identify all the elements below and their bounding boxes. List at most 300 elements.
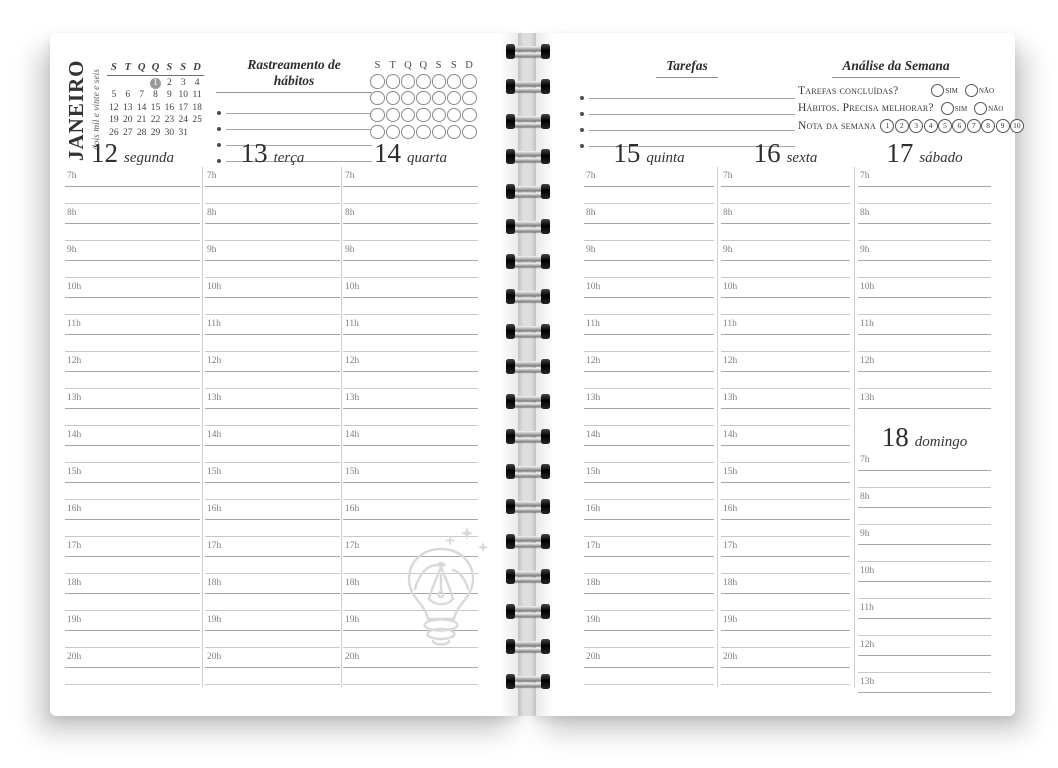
hour-label: 15h <box>586 467 601 477</box>
hour-rule <box>858 655 991 656</box>
hour-label: 13h <box>207 393 222 403</box>
hour-rule <box>584 334 714 335</box>
ring-cap <box>541 254 550 269</box>
column-divider <box>717 167 718 687</box>
hour-label: 8h <box>207 208 217 218</box>
left-day-grid <box>65 139 478 691</box>
analysis-question-label: Hábitos. Precisa melhorar? <box>798 102 934 115</box>
half-hour-rule <box>205 499 340 500</box>
hour-rule <box>721 667 850 668</box>
hour-rule <box>343 556 478 557</box>
rating-circle[interactable]: 1 <box>880 119 894 133</box>
hour-rule <box>858 470 991 471</box>
ruled-line <box>226 114 372 130</box>
half-hour-rule <box>343 684 478 685</box>
day-hours <box>858 170 991 414</box>
ring-wire <box>511 501 545 506</box>
option-checkbox-circle[interactable] <box>974 102 987 115</box>
day-number: 16 <box>753 138 781 168</box>
ring-wire <box>511 123 545 128</box>
habit-checkbox-circle[interactable] <box>416 74 431 89</box>
hour-label: 8h <box>860 208 870 218</box>
ring-cap <box>541 569 550 584</box>
habit-checkbox-circle[interactable] <box>447 108 462 123</box>
ring-cap <box>506 639 515 654</box>
calendar-weekday-label: Q <box>137 62 146 73</box>
habit-checkbox-circle[interactable] <box>416 125 431 140</box>
day-column-monday <box>65 139 200 688</box>
hour-rule <box>721 371 850 372</box>
hour-rule <box>858 223 991 224</box>
rating-circle[interactable]: 6 <box>952 119 966 133</box>
rating-circle[interactable]: 5 <box>938 119 952 133</box>
habit-checkbox-circle[interactable] <box>432 108 447 123</box>
half-hour-rule <box>65 647 200 648</box>
hour-rule <box>205 371 340 372</box>
hour-rule <box>65 223 200 224</box>
option-label: não <box>988 102 1004 114</box>
habit-checkbox-circle[interactable] <box>416 91 431 106</box>
ring-wire <box>511 361 545 366</box>
hour-rule <box>343 223 478 224</box>
half-hour-rule <box>343 610 478 611</box>
calendar-day-cell <box>190 128 204 139</box>
hour-rule <box>721 334 850 335</box>
option-checkbox-circle[interactable] <box>965 84 978 97</box>
calendar-day-cell: 22 <box>150 115 161 126</box>
half-hour-rule <box>858 561 991 562</box>
hour-row <box>343 355 478 392</box>
wire-binding <box>506 0 550 768</box>
ring-cap <box>506 534 515 549</box>
hour-label: 10h <box>67 282 82 292</box>
ring-cap <box>541 604 550 619</box>
half-hour-rule <box>343 314 478 315</box>
hour-label: 12h <box>345 356 360 366</box>
ring-wire <box>511 508 545 513</box>
hour-row <box>584 355 714 392</box>
binding-ring <box>506 429 550 444</box>
hour-rule <box>65 556 200 557</box>
binding-ring <box>506 114 550 129</box>
hour-label: 20h <box>207 652 222 662</box>
hour-row <box>205 207 340 244</box>
calendar-weekday-label: S <box>111 62 117 73</box>
half-hour-rule <box>584 388 714 389</box>
hour-rule <box>858 260 991 261</box>
day-number: 12 <box>91 138 118 168</box>
habit-checkbox-circle[interactable] <box>401 108 416 123</box>
half-hour-rule <box>584 240 714 241</box>
hour-row <box>205 577 340 614</box>
hour-rule <box>858 408 991 409</box>
half-hour-rule <box>584 277 714 278</box>
half-hour-rule <box>343 240 478 241</box>
hour-label: 14h <box>207 430 222 440</box>
half-hour-rule <box>584 536 714 537</box>
ring-cap <box>506 219 515 234</box>
habit-circle-row <box>370 91 477 106</box>
binding-ring <box>506 219 550 234</box>
hour-row <box>65 540 200 577</box>
calendar-day-cell: 17 <box>178 102 188 113</box>
half-hour-rule <box>205 277 340 278</box>
hour-row <box>721 540 850 577</box>
calendar-day-cell: 28 <box>136 127 147 138</box>
ring-wire <box>511 578 545 583</box>
half-hour-rule <box>205 314 340 315</box>
half-hour-rule <box>858 240 991 241</box>
hour-rule <box>343 334 478 335</box>
calendar-day-cell: 2 <box>166 77 172 88</box>
calendar-day-cell: 4 <box>194 77 200 88</box>
binding-ring <box>506 604 550 619</box>
calendar-day-cell: 29 <box>150 127 161 138</box>
day-header <box>584 139 714 169</box>
half-hour-rule <box>65 314 200 315</box>
hour-row <box>858 528 991 565</box>
hour-label: 7h <box>345 171 355 181</box>
habit-checkbox-circle[interactable] <box>401 125 416 140</box>
day-column-wednesday <box>343 139 478 688</box>
hour-rule <box>721 223 850 224</box>
ring-cap <box>541 79 550 94</box>
calendar-week-row <box>107 103 204 114</box>
ring-cap <box>506 254 515 269</box>
habit-checkbox-circle[interactable] <box>386 108 401 123</box>
hour-label: 11h <box>67 319 81 329</box>
calendar-day-cell: 13 <box>123 102 133 113</box>
week-analysis-title-wrap <box>798 57 994 78</box>
ring-wire <box>511 368 545 373</box>
hour-label: 7h <box>586 171 596 181</box>
mini-calendar <box>107 62 204 139</box>
habit-checkbox-circle[interactable] <box>370 125 385 140</box>
ring-cap <box>541 149 550 164</box>
hour-label: 14h <box>586 430 601 440</box>
right-day-grid <box>584 139 991 691</box>
hour-row <box>858 170 991 207</box>
hour-row <box>721 651 850 688</box>
day-column-saturday-sunday <box>858 139 991 698</box>
hour-rule <box>205 297 340 298</box>
option-checkbox-circle[interactable] <box>941 102 954 115</box>
hour-rule <box>858 507 991 508</box>
day-name: quarta <box>406 150 447 166</box>
column-divider <box>202 167 203 687</box>
hour-row <box>343 281 478 318</box>
ring-wire <box>511 116 545 121</box>
rating-circle[interactable]: 2 <box>895 119 909 133</box>
analysis-option <box>974 102 1003 115</box>
half-hour-rule <box>721 610 850 611</box>
week-analysis-rows <box>798 82 1021 135</box>
hour-rule <box>65 371 200 372</box>
hour-rule <box>858 186 991 187</box>
half-hour-rule <box>721 499 850 500</box>
hour-label: 12h <box>860 640 875 650</box>
habit-checkbox-circle[interactable] <box>462 125 477 140</box>
day-hours <box>721 170 850 688</box>
hour-label: 11h <box>586 319 600 329</box>
hour-label: 14h <box>67 430 82 440</box>
rating-circle[interactable]: 9 <box>996 119 1010 133</box>
half-hour-rule <box>584 425 714 426</box>
calendar-day-cell: 14 <box>136 102 147 113</box>
habit-weekday-label: S <box>435 60 442 71</box>
hour-label: 15h <box>207 467 222 477</box>
half-hour-rule <box>205 462 340 463</box>
ring-cap <box>541 184 550 199</box>
half-hour-rule <box>343 388 478 389</box>
hour-label: 7h <box>723 171 733 181</box>
habit-weekday-label: Q <box>404 60 413 71</box>
habit-checkbox-circle[interactable] <box>432 74 447 89</box>
hour-label: 9h <box>207 245 217 255</box>
rating-label: Nota da semana <box>798 119 876 132</box>
hour-label: 12h <box>67 356 82 366</box>
hour-row <box>721 466 850 503</box>
rating-circle[interactable]: 8 <box>981 119 995 133</box>
calendar-day-cell: 12 <box>109 102 119 113</box>
habit-checkbox-circle[interactable] <box>447 125 462 140</box>
ring-cap <box>541 44 550 59</box>
hour-label: 7h <box>860 455 870 465</box>
hour-rule <box>721 482 850 483</box>
rating-circle[interactable]: 7 <box>967 119 981 133</box>
hour-rule <box>584 519 714 520</box>
habit-checkbox-circle[interactable] <box>432 125 447 140</box>
hour-row <box>721 577 850 614</box>
habit-checkbox-circle[interactable] <box>462 108 477 123</box>
half-hour-rule <box>205 684 340 685</box>
hour-label: 12h <box>860 356 875 366</box>
hour-row <box>205 614 340 651</box>
ring-cap <box>541 499 550 514</box>
half-hour-rule <box>65 536 200 537</box>
day-number: 13 <box>240 138 268 168</box>
hour-row <box>205 540 340 577</box>
day-hours <box>584 170 714 688</box>
hour-rule <box>65 260 200 261</box>
half-hour-rule <box>65 684 200 685</box>
half-hour-rule <box>858 598 991 599</box>
half-hour-rule <box>858 672 991 673</box>
habit-circle-row <box>370 125 477 140</box>
calendar-day-cell: 18 <box>192 102 202 113</box>
hour-rule <box>343 482 478 483</box>
hour-label: 11h <box>860 603 874 613</box>
habit-checkbox-circle[interactable] <box>370 108 385 123</box>
half-hour-rule <box>65 351 200 352</box>
hour-row <box>858 318 991 355</box>
habit-checkbox-circle[interactable] <box>386 91 401 106</box>
ring-cap <box>541 324 550 339</box>
hour-rule <box>721 260 850 261</box>
hour-row <box>584 614 714 651</box>
hour-rule <box>721 408 850 409</box>
ring-wire <box>511 88 545 93</box>
habit-checkbox-circle[interactable] <box>401 91 416 106</box>
week-rating-row <box>798 117 1021 135</box>
ring-cap <box>541 674 550 689</box>
habit-tracker-title: Rastreamento de hábitos <box>216 57 372 93</box>
hour-label: 12h <box>586 356 601 366</box>
calendar-week-row <box>107 90 204 101</box>
week-analysis-section <box>798 57 1021 135</box>
hour-label: 10h <box>586 282 601 292</box>
half-hour-rule <box>65 388 200 389</box>
hour-rule <box>343 445 478 446</box>
hour-rule <box>343 630 478 631</box>
half-hour-rule <box>721 462 850 463</box>
hour-rule <box>205 593 340 594</box>
hour-label: 17h <box>345 541 360 551</box>
ring-cap <box>506 114 515 129</box>
rating-circle[interactable]: 4 <box>924 119 938 133</box>
hour-rule <box>584 260 714 261</box>
half-hour-rule <box>65 203 200 204</box>
habit-checkbox-circle[interactable] <box>462 74 477 89</box>
tasks-title: Tarefas <box>656 58 718 78</box>
habit-checkbox-circle[interactable] <box>432 91 447 106</box>
half-hour-rule <box>721 351 850 352</box>
ring-cap <box>506 604 515 619</box>
ring-cap <box>541 289 550 304</box>
hour-label: 7h <box>860 171 870 181</box>
half-hour-rule <box>65 425 200 426</box>
half-hour-rule <box>343 573 478 574</box>
habit-checkbox-circle[interactable] <box>370 74 385 89</box>
hour-rule <box>65 519 200 520</box>
calendar-weekday-label: S <box>180 62 187 73</box>
ring-wire <box>511 53 545 58</box>
ring-cap <box>506 359 515 374</box>
habit-checkbox-circle[interactable] <box>462 91 477 106</box>
habit-checkbox-circle[interactable] <box>386 125 401 140</box>
day-hours <box>205 170 340 688</box>
rating-circle[interactable]: 3 <box>909 119 923 133</box>
calendar-day-cell: 20 <box>123 115 133 126</box>
hour-label: 16h <box>67 504 82 514</box>
hour-rule <box>205 186 340 187</box>
hour-rule <box>343 519 478 520</box>
half-hour-rule <box>65 610 200 611</box>
habit-checkbox-circle[interactable] <box>447 91 462 106</box>
hour-row <box>584 281 714 318</box>
habit-checkbox-circle[interactable] <box>447 74 462 89</box>
habit-checkbox-circle[interactable] <box>386 74 401 89</box>
binding-ring <box>506 569 550 584</box>
hour-row <box>584 429 714 466</box>
hour-label: 13h <box>860 393 875 403</box>
rating-scale <box>880 119 1024 133</box>
calendar-weekday-label: Q <box>151 62 160 73</box>
ring-wire <box>511 298 545 303</box>
day-column-thursday <box>584 139 714 688</box>
hour-row <box>721 207 850 244</box>
ring-cap <box>541 394 550 409</box>
column-divider <box>341 167 342 687</box>
ring-cap <box>541 639 550 654</box>
hour-row <box>205 318 340 355</box>
calendar-day-cell-highlighted: 1 <box>150 78 161 89</box>
hour-row <box>65 170 200 207</box>
hour-rule <box>584 297 714 298</box>
half-hour-rule <box>858 203 991 204</box>
half-hour-rule <box>205 351 340 352</box>
analysis-option <box>965 84 994 97</box>
ring-cap <box>506 79 515 94</box>
half-hour-rule <box>343 462 478 463</box>
hour-label: 19h <box>586 615 601 625</box>
hour-rule <box>721 186 850 187</box>
hour-label: 13h <box>586 393 601 403</box>
day-section-saturday <box>858 139 991 414</box>
half-hour-rule <box>584 499 714 500</box>
binding-ring <box>506 674 550 689</box>
habit-checkbox-circle[interactable] <box>370 91 385 106</box>
hour-rule <box>584 186 714 187</box>
hour-label: 15h <box>345 467 360 477</box>
hour-label: 10h <box>345 282 360 292</box>
half-hour-rule <box>721 277 850 278</box>
habit-checkbox-circle[interactable] <box>401 74 416 89</box>
day-hours <box>343 170 478 688</box>
hour-row <box>721 281 850 318</box>
half-hour-rule <box>721 684 850 685</box>
half-hour-rule <box>343 499 478 500</box>
day-name: sábado <box>919 150 963 166</box>
calendar-day-cell: 6 <box>125 90 131 101</box>
hour-label: 16h <box>345 504 360 514</box>
hour-rule <box>343 260 478 261</box>
ring-wire <box>511 606 545 611</box>
day-name: terça <box>273 150 305 166</box>
calendar-day-cell: 24 <box>178 115 188 126</box>
habit-checkbox-circle[interactable] <box>416 108 431 123</box>
binding-ring <box>506 184 550 199</box>
half-hour-rule <box>65 240 200 241</box>
hour-label: 18h <box>586 578 601 588</box>
hour-rule <box>65 408 200 409</box>
hour-row <box>584 318 714 355</box>
hour-row <box>721 392 850 429</box>
hour-row <box>343 244 478 281</box>
half-hour-rule <box>65 573 200 574</box>
hour-row <box>343 170 478 207</box>
half-hour-rule <box>858 524 991 525</box>
hour-label: 13h <box>723 393 738 403</box>
ring-wire <box>511 571 545 576</box>
ruled-line <box>589 83 795 99</box>
calendar-day-cell: 11 <box>192 90 202 101</box>
hour-label: 13h <box>67 393 82 403</box>
ring-wire <box>511 648 545 653</box>
rating-circle[interactable]: 10 <box>1010 119 1024 133</box>
hour-label: 18h <box>345 578 360 588</box>
ring-wire <box>511 228 545 233</box>
option-checkbox-circle[interactable] <box>931 84 944 97</box>
hour-row <box>858 639 991 676</box>
half-hour-rule <box>205 240 340 241</box>
hour-row <box>584 651 714 688</box>
hour-label: 8h <box>723 208 733 218</box>
day-hours <box>65 170 200 688</box>
hour-row <box>343 392 478 429</box>
hour-label: 16h <box>207 504 222 514</box>
week-analysis-title: Análise da Semana <box>832 58 959 78</box>
